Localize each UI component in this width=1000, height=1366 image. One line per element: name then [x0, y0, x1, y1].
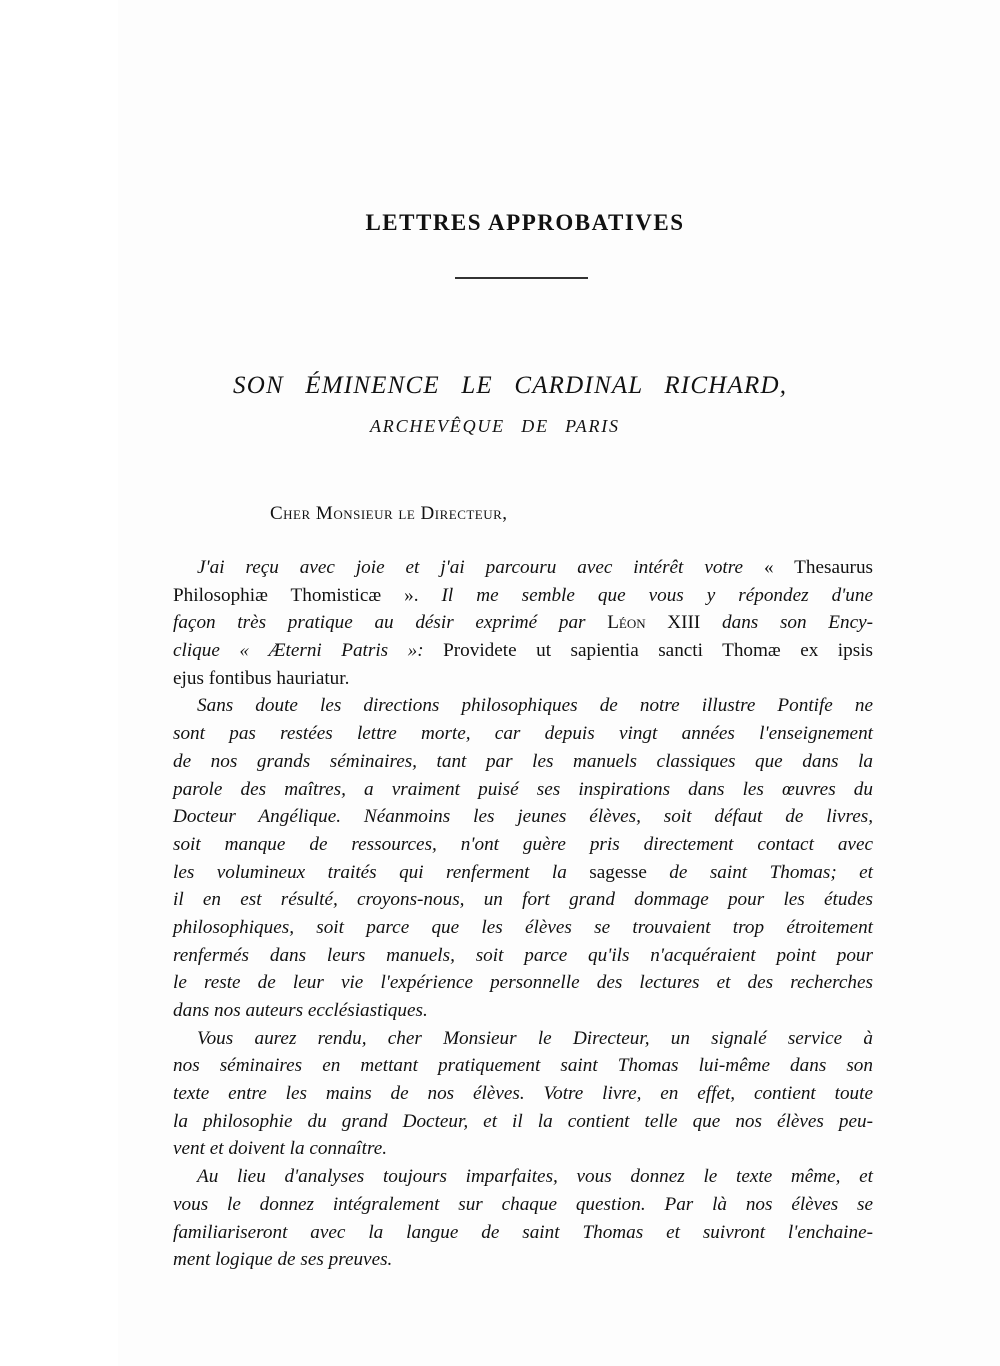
text-segment: clique « Æterni Patris »: — [173, 640, 444, 662]
text-segment: façon très pratique au désir exprimé par — [173, 612, 608, 634]
text-line — [173, 776, 873, 804]
text-line — [173, 1246, 873, 1274]
text-segment: les volumineux traités qui renferment la — [173, 861, 590, 883]
text-line — [173, 803, 873, 831]
salutation: Cher Monsieur le Directeur, — [270, 503, 508, 524]
text-segment: Philosophiæ Thomisticæ ». — [173, 584, 442, 606]
text-line — [173, 609, 873, 637]
text-segment: vous le donnez intégralement sur chaque question. Par là nos élèves se — [173, 1193, 873, 1215]
text-line — [173, 1191, 873, 1219]
text-line — [173, 1080, 873, 1108]
text-segment: familiariseront avec la langue de saint Thomas et suivront l'enchaine- — [173, 1221, 873, 1243]
letter-author-heading: SON ÉMINENCE LE CARDINAL RICHARD, — [233, 372, 788, 399]
paragraph — [173, 554, 873, 692]
text-segment: Providete ut sapientia sancti Thomæ ex ipsis — [443, 640, 873, 662]
text-segment: ment logique de ses preuves. — [173, 1249, 393, 1271]
letter-body — [173, 554, 873, 1274]
text-segment: de saint Thomas; et — [669, 861, 874, 883]
text-segment: Il me semble que vous y répondez d'une — [441, 584, 873, 606]
text-segment: dans son Ency- — [722, 612, 874, 634]
text-line — [173, 1025, 873, 1053]
text-segment: Au lieu d'analyses toujours imparfaites, vous donnez le texte même, et — [197, 1166, 873, 1188]
text-segment: la philosophie du grand Docteur, et il la contient telle que nos élèves peu- — [173, 1110, 873, 1132]
text-line — [173, 997, 873, 1025]
text-segment: soit manque de ressources, n'ont guère pris directement contact avec — [173, 833, 873, 855]
text-segment: Vous aurez rendu, cher Monsieur le Directeur, un signalé service à — [197, 1027, 873, 1049]
text-line — [173, 720, 873, 748]
text-segment: sont pas restées lettre morte, car depuis vingt années l'enseignement — [173, 723, 873, 745]
text-segment: renfermés dans leurs manuels, soit parce qu'ils n'acquéraient point pour — [173, 944, 873, 966]
text-line — [173, 831, 873, 859]
text-segment: ejus fontibus hauriatur. — [173, 667, 350, 689]
text-segment: texte entre les mains de nos élèves. Votre livre, en effet, contient toute — [173, 1083, 873, 1105]
text-segment: Docteur Angélique. Néanmoins les jeunes élèves, soit défaut de livres, — [173, 806, 873, 828]
text-segment: philosophiques, soit parce que les élèves se trouvaient trop étroitement — [173, 916, 873, 938]
text-segment: J'ai reçu avec joie et j'ai parcouru avec intérêt votre — [197, 557, 764, 578]
text-line — [173, 748, 873, 776]
text-line — [173, 1219, 873, 1247]
text-line — [173, 1163, 873, 1191]
text-line — [173, 914, 873, 942]
text-line — [173, 554, 873, 582]
text-segment: de nos grands séminaires, tant par les manuels classiques que dans la — [173, 750, 873, 772]
page-title: LETTRES APPROBATIVES — [365, 210, 685, 235]
text-line — [173, 1052, 873, 1080]
text-segment: parole des maîtres, a vraiment puisé ses inspirations dans les œuvres du — [173, 778, 873, 800]
paragraph — [173, 692, 873, 1024]
text-line — [173, 969, 873, 997]
paragraph — [173, 1025, 873, 1163]
letter-author-title: ARCHEVÊQUE DE PARIS — [370, 416, 620, 436]
text-segment: nos séminaires en mettant pratiquement saint Thomas lui-même dans son — [173, 1055, 873, 1077]
text-segment: sagesse — [589, 861, 670, 883]
text-line — [173, 692, 873, 720]
text-line — [173, 637, 873, 665]
text-segment: il en est résulté, croyons-nous, un fort grand dommage pour les études — [173, 889, 873, 911]
text-line — [173, 886, 873, 914]
text-segment: Léon XIII — [607, 612, 723, 634]
text-line — [173, 582, 873, 610]
text-line — [173, 942, 873, 970]
text-segment: vent et doivent la connaître. — [173, 1138, 388, 1160]
text-segment: « Thesaurus — [763, 557, 873, 578]
text-line — [173, 1108, 873, 1136]
text-segment: Sans doute les directions philosophiques de notre illustre Pontife ne — [197, 695, 873, 717]
title-divider — [455, 277, 588, 279]
text-line — [173, 665, 873, 693]
text-line — [173, 1135, 873, 1163]
text-line — [173, 859, 873, 887]
text-segment: le reste de leur vie l'expérience personnelle des lectures et des recherches — [173, 972, 873, 994]
text-segment: dans nos auteurs ecclésiastiques. — [173, 1000, 428, 1021]
paragraph — [173, 1163, 873, 1274]
